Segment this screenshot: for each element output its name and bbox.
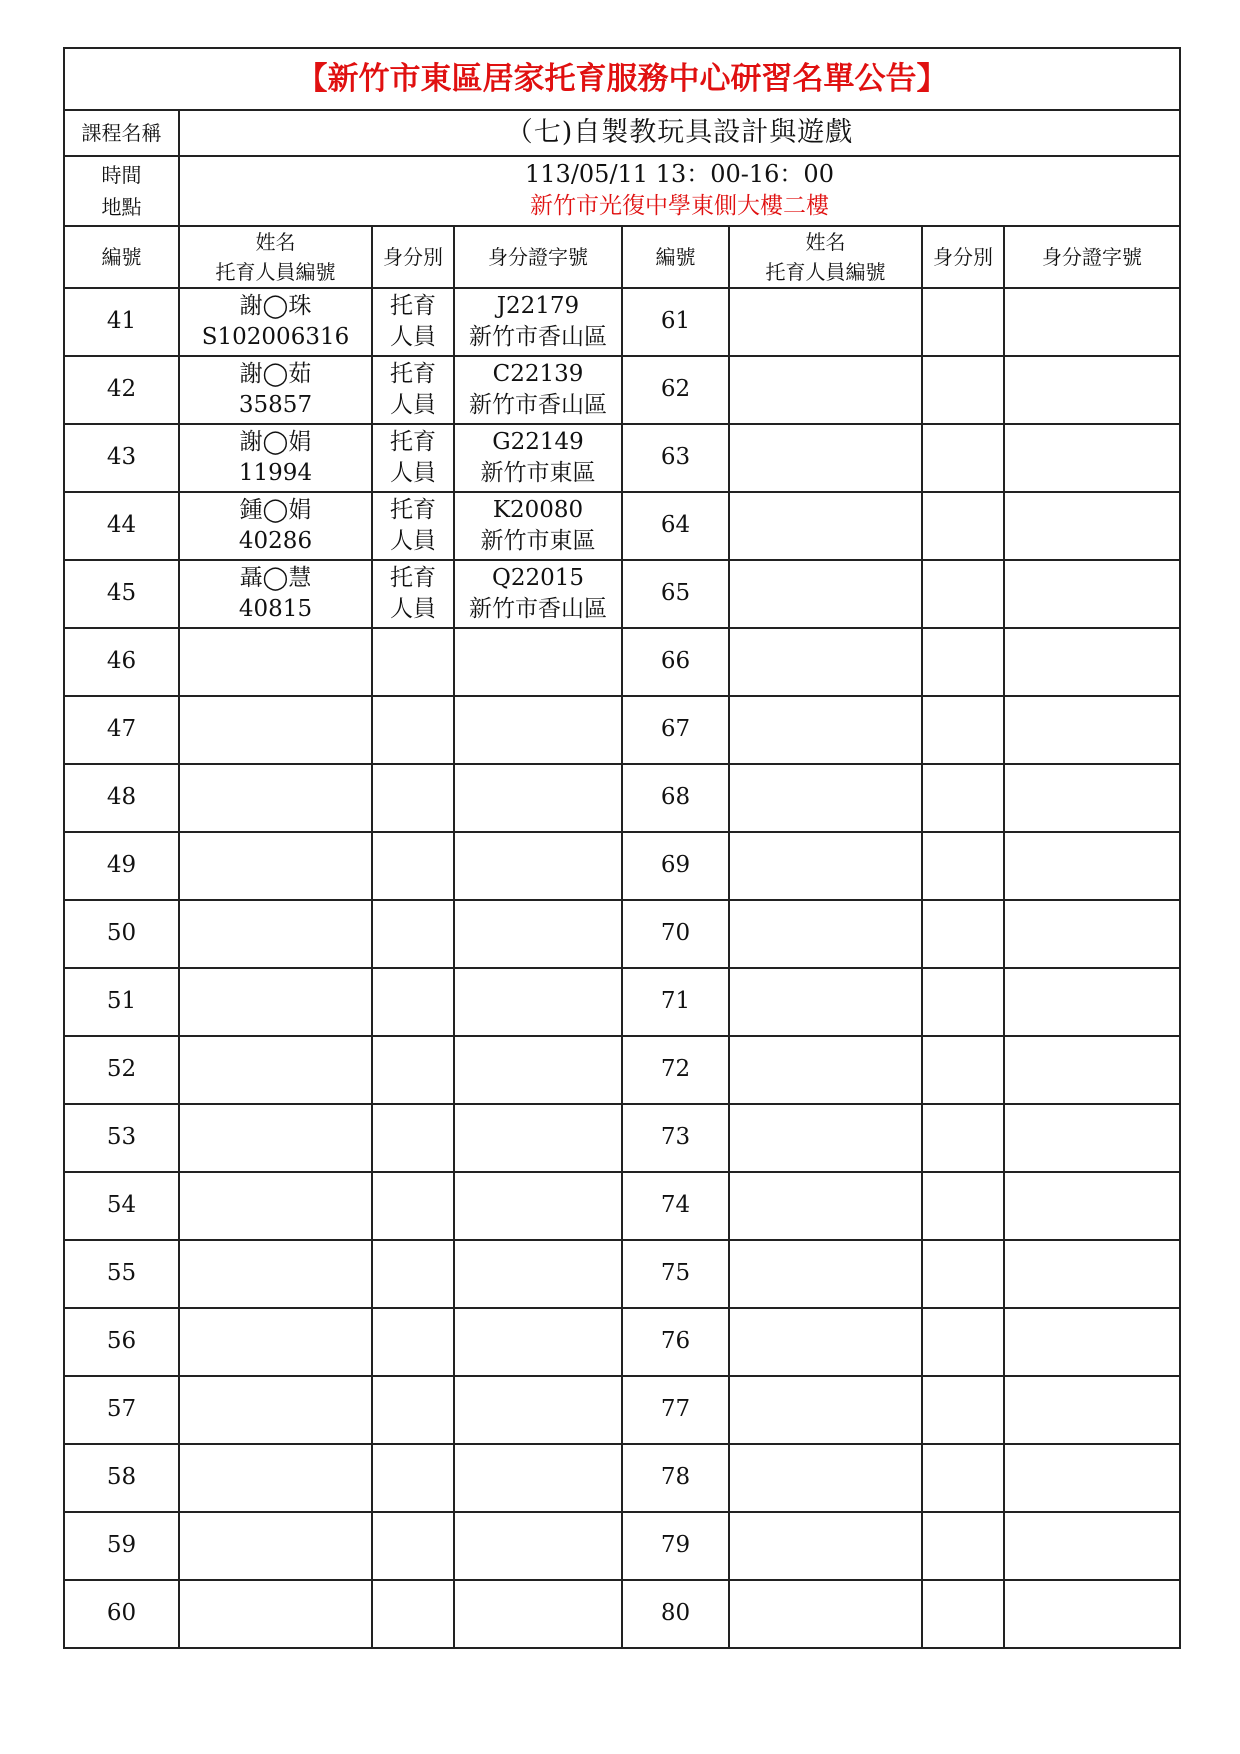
entry-number: 62 [622,356,729,424]
role-cell [372,492,454,560]
role-line: 人員 [390,460,436,486]
id-number-cell [1004,1172,1180,1240]
trainee-name-cell [179,356,372,424]
id-number-cell [1004,424,1180,492]
trainee-name: 謝◯珠 [239,293,312,319]
role-cell [922,764,1004,832]
trainee-name-cell [179,1172,372,1240]
role-cell [922,1172,1004,1240]
id-number: C22139 [492,361,584,387]
caregiver-code: 40815 [238,596,313,622]
id-number: K20080 [492,497,584,523]
role-cell [922,356,1004,424]
caregiver-code: S102006316 [201,324,350,350]
entry-number: 49 [64,832,179,900]
trainee-name-cell [729,1512,922,1580]
role-cell [372,1444,454,1512]
entry-number: 52 [64,1036,179,1104]
entry-number: 79 [622,1512,729,1580]
trainee-name-cell [729,900,922,968]
role-line: 托育 [390,293,436,319]
trainee-name-cell [179,1444,372,1512]
id-number-cell [1004,1036,1180,1104]
id-number-cell [1004,968,1180,1036]
trainee-name-cell [729,424,922,492]
entry-number: 64 [622,492,729,560]
table-row [64,1308,1180,1376]
entry-number: 59 [64,1512,179,1580]
entry-number: 47 [64,696,179,764]
entry-number: 78 [622,1444,729,1512]
role-cell [372,1376,454,1444]
id-number-cell [454,900,622,968]
role-cell [372,764,454,832]
id-number-cell [1004,1580,1180,1648]
role-cell [372,628,454,696]
id-number-cell [454,560,622,628]
roster-table [63,47,1181,1649]
id-number-cell [1004,832,1180,900]
id-number-cell [454,764,622,832]
district: 新竹市香山區 [469,324,607,350]
id-number-cell [1004,764,1180,832]
header-no-right: 編號 [622,226,729,288]
table-row [64,424,1180,492]
role-cell [372,1172,454,1240]
id-number-cell [1004,1308,1180,1376]
role-cell [372,968,454,1036]
entry-number: 61 [622,288,729,356]
district: 新竹市香山區 [469,596,607,622]
entry-number: 63 [622,424,729,492]
role-cell [922,1444,1004,1512]
trainee-name: 鍾◯娟 [239,497,312,523]
id-number-cell [454,696,622,764]
trainee-name-cell [179,1376,372,1444]
id-number-cell [1004,900,1180,968]
session-time: 113/05/11 13：00-16：00 [525,160,834,188]
role-line: 人員 [390,596,436,622]
time-location-value-cell [179,156,1180,226]
id-number-cell [1004,356,1180,424]
entry-number: 80 [622,1580,729,1648]
role-line: 托育 [390,565,436,591]
entry-number: 46 [64,628,179,696]
trainee-name-cell [179,1104,372,1172]
role-cell [372,1580,454,1648]
trainee-name-cell [729,628,922,696]
header-caregiver-code-label: 托育人員編號 [215,260,336,284]
id-number-cell [454,492,622,560]
header-id-left: 身分證字號 [454,226,622,288]
header-name-label: 姓名 [805,230,846,254]
entry-number: 74 [622,1172,729,1240]
entry-number: 45 [64,560,179,628]
id-number-cell [454,1240,622,1308]
trainee-name-cell [729,696,922,764]
table-row [64,1172,1180,1240]
id-number-cell [454,1104,622,1172]
district: 新竹市東區 [480,460,596,486]
course-name: （七)自製教玩具設計與遊戲 [179,110,1180,156]
page-title: 【新竹市東區居家托育服務中心研習名單公告】 [64,48,1180,110]
trainee-name-cell [729,1580,922,1648]
header-no-left: 編號 [64,226,179,288]
id-number-cell [454,832,622,900]
district: 新竹市香山區 [469,392,607,418]
entry-number: 53 [64,1104,179,1172]
role-cell [922,832,1004,900]
entry-number: 56 [64,1308,179,1376]
id-number-cell [454,1036,622,1104]
entry-number: 60 [64,1580,179,1648]
entry-number: 44 [64,492,179,560]
trainee-name-cell [179,1512,372,1580]
entry-number: 43 [64,424,179,492]
trainee-name-cell [729,1444,922,1512]
role-cell [372,696,454,764]
role-cell [372,1240,454,1308]
id-number-cell [1004,628,1180,696]
role-cell [922,1376,1004,1444]
table-row [64,1104,1180,1172]
role-cell [372,288,454,356]
trainee-name-cell [179,968,372,1036]
id-number-cell [1004,1104,1180,1172]
entry-number: 76 [622,1308,729,1376]
caregiver-code: 11994 [238,460,313,486]
entry-number: 48 [64,764,179,832]
trainee-name-cell [179,1240,372,1308]
role-line: 托育 [390,361,436,387]
trainee-name-cell [729,1240,922,1308]
role-cell [922,1104,1004,1172]
table-row [64,1580,1180,1648]
header-name-left [179,226,372,288]
trainee-name-cell [729,764,922,832]
entry-number: 51 [64,968,179,1036]
id-number-cell [454,424,622,492]
entry-number: 70 [622,900,729,968]
id-number-cell [1004,288,1180,356]
id-number-cell [1004,1376,1180,1444]
trainee-name-cell [179,1036,372,1104]
trainee-name-cell [179,832,372,900]
entry-number: 68 [622,764,729,832]
entry-number: 54 [64,1172,179,1240]
entry-number: 69 [622,832,729,900]
role-cell [922,696,1004,764]
id-number-cell [454,628,622,696]
trainee-name-cell [729,492,922,560]
district: 新竹市東區 [480,528,596,554]
entry-number: 75 [622,1240,729,1308]
trainee-name: 謝◯娟 [239,429,312,455]
trainee-name-cell [179,696,372,764]
trainee-name-cell [729,1036,922,1104]
trainee-name-cell [729,1104,922,1172]
trainee-name-cell [179,560,372,628]
trainee-name-cell [179,628,372,696]
trainee-name-cell [729,1376,922,1444]
trainee-name-cell [729,968,922,1036]
role-line: 人員 [390,324,436,350]
role-cell [372,356,454,424]
role-cell [372,1512,454,1580]
role-cell [922,424,1004,492]
id-number-cell [454,1172,622,1240]
header-caregiver-code-label: 托育人員編號 [765,260,886,284]
role-cell [372,1104,454,1172]
role-cell [922,560,1004,628]
table-row [64,492,1180,560]
trainee-name-cell [179,900,372,968]
role-cell [922,1240,1004,1308]
role-cell [922,1580,1004,1648]
entry-number: 67 [622,696,729,764]
id-number: Q22015 [491,565,585,591]
id-number-cell [454,1376,622,1444]
table-row [64,1036,1180,1104]
entry-number: 66 [622,628,729,696]
role-cell [922,628,1004,696]
id-number-cell [1004,1512,1180,1580]
trainee-name-cell [729,1308,922,1376]
trainee-name-cell [179,492,372,560]
role-cell [922,492,1004,560]
entry-number: 50 [64,900,179,968]
trainee-name: 聶◯慧 [239,565,312,591]
role-cell [922,968,1004,1036]
role-cell [922,288,1004,356]
role-line: 托育 [390,497,436,523]
role-cell [372,1308,454,1376]
caregiver-code: 35857 [238,392,313,418]
table-row [64,628,1180,696]
entry-number: 73 [622,1104,729,1172]
role-line: 托育 [390,429,436,455]
id-number-cell [454,1580,622,1648]
table-row [64,832,1180,900]
trainee-name-cell [729,560,922,628]
table-row [64,1444,1180,1512]
role-cell [922,1036,1004,1104]
role-cell [372,832,454,900]
trainee-name-cell [729,1172,922,1240]
trainee-name-cell [179,764,372,832]
id-number: J22179 [496,293,580,319]
table-row [64,696,1180,764]
course-label: 課程名稱 [64,110,179,156]
id-number-cell [454,1444,622,1512]
id-number-cell [1004,1240,1180,1308]
role-cell [922,900,1004,968]
id-number-cell [454,1308,622,1376]
time-label: 時間 [101,163,142,187]
entry-number: 77 [622,1376,729,1444]
entry-number: 72 [622,1036,729,1104]
header-name-right [729,226,922,288]
id-number-cell [454,1512,622,1580]
id-number-cell [454,288,622,356]
id-number-cell [1004,696,1180,764]
header-role-left: 身分別 [372,226,454,288]
table-row [64,764,1180,832]
header-role-right: 身分別 [922,226,1004,288]
table-row [64,560,1180,628]
trainee-name: 謝◯茹 [239,361,312,387]
id-number-cell [454,356,622,424]
session-location: 新竹市光復中學東側大樓二樓 [530,193,829,219]
role-cell [372,424,454,492]
entry-number: 71 [622,968,729,1036]
column-header-row [64,226,1180,288]
role-line: 人員 [390,528,436,554]
entry-number: 42 [64,356,179,424]
header-id-right: 身分證字號 [1004,226,1180,288]
trainee-name-cell [729,832,922,900]
table-row [64,288,1180,356]
trainee-name-cell [179,424,372,492]
location-label: 地點 [101,195,142,219]
entry-number: 58 [64,1444,179,1512]
entry-number: 57 [64,1376,179,1444]
id-number-cell [1004,492,1180,560]
table-row [64,1376,1180,1444]
role-cell [372,560,454,628]
table-row [64,968,1180,1036]
caregiver-code: 40286 [238,528,313,554]
role-cell [922,1512,1004,1580]
role-cell [922,1308,1004,1376]
id-number: G22149 [492,429,584,455]
table-row [64,1512,1180,1580]
table-row [64,900,1180,968]
id-number-cell [454,968,622,1036]
role-cell [372,1036,454,1104]
header-name-label: 姓名 [255,230,296,254]
id-number-cell [1004,1444,1180,1512]
trainee-name-cell [729,288,922,356]
entry-number: 65 [622,560,729,628]
id-number-cell [1004,560,1180,628]
role-cell [372,900,454,968]
time-location-label-cell [64,156,179,226]
entry-number: 55 [64,1240,179,1308]
trainee-name-cell [179,1308,372,1376]
role-line: 人員 [390,392,436,418]
trainee-name-cell [179,288,372,356]
table-row [64,1240,1180,1308]
trainee-name-cell [179,1580,372,1648]
trainee-name-cell [729,356,922,424]
table-row [64,356,1180,424]
entry-number: 41 [64,288,179,356]
